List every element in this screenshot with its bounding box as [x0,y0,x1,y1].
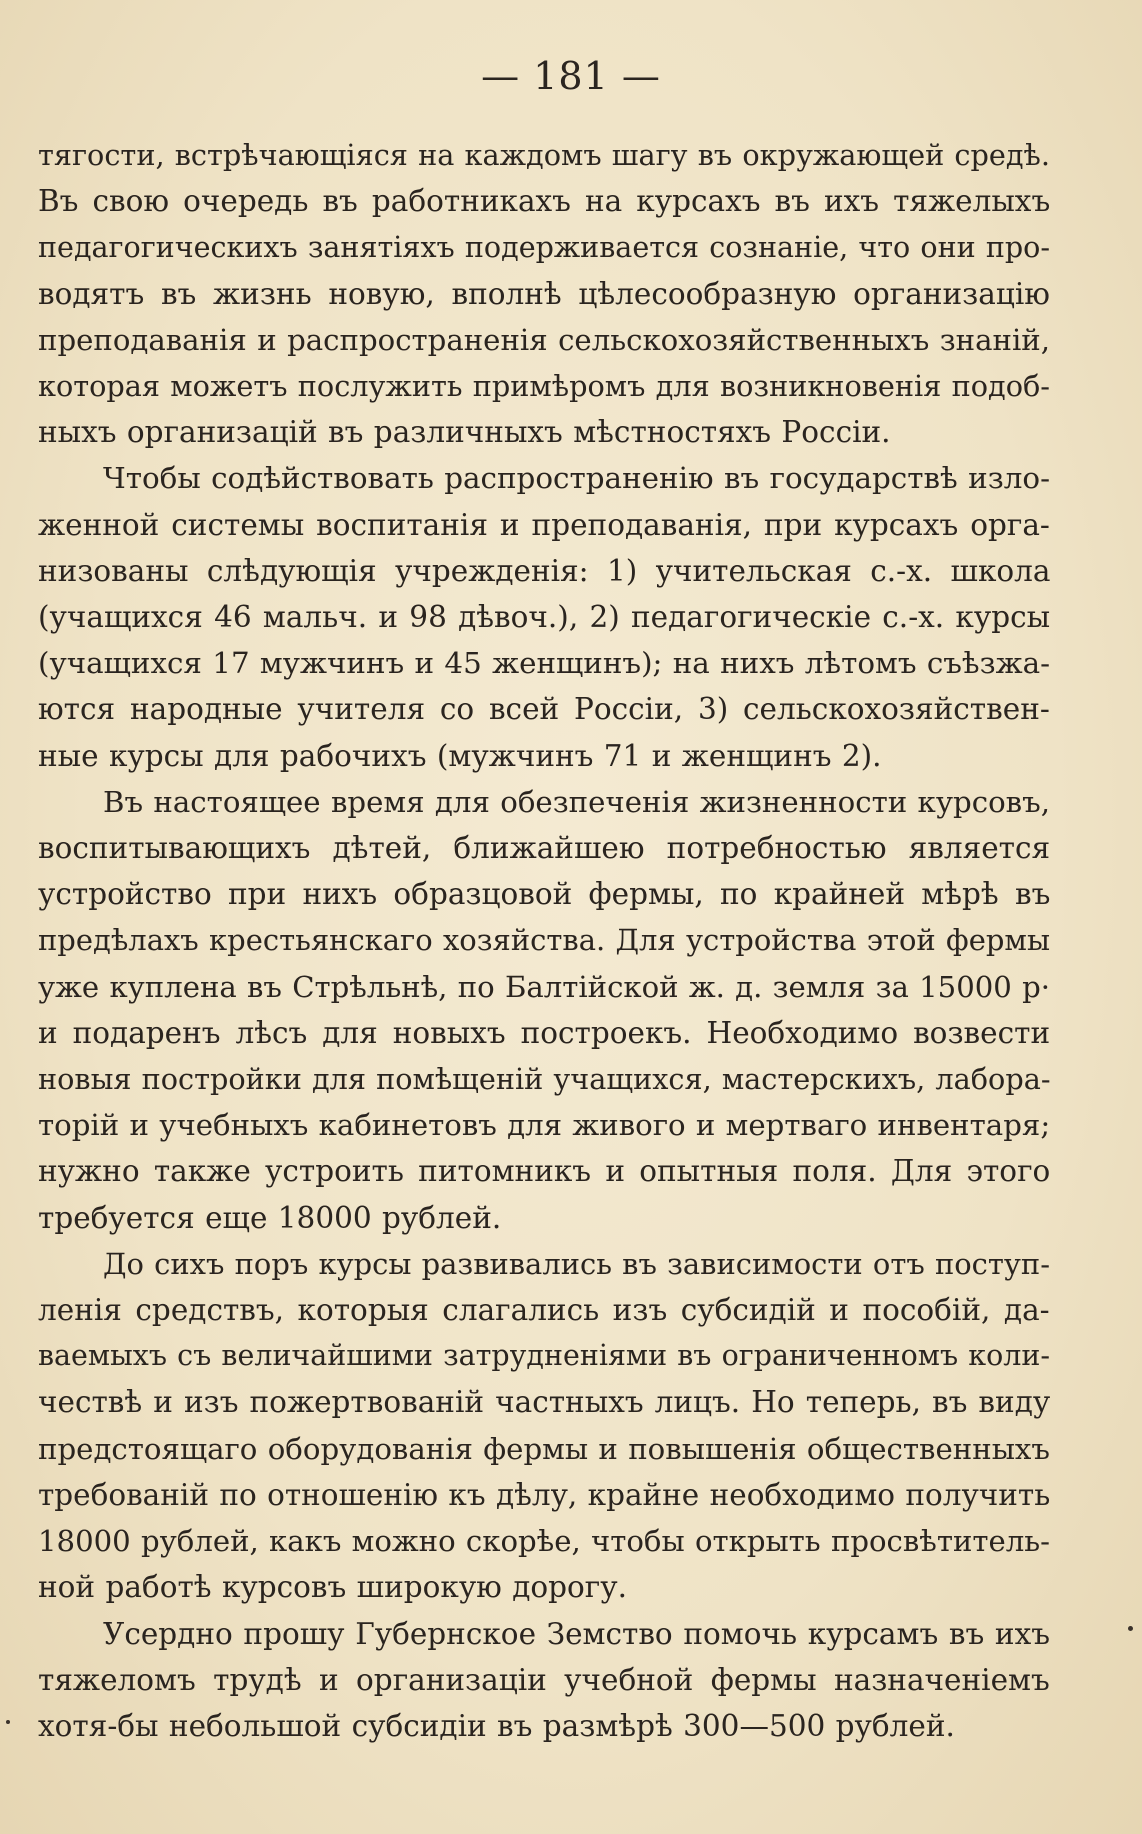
text-line: требуется еще 18000 рублей. [38,1200,502,1235]
paper-speck [1128,1626,1133,1631]
text-line: воспитывающихъ дѣтей, ближайшею потребностью является [38,831,1051,866]
text-line: (учащихся 17 мужчинъ и 45 женщинъ); на нихъ лѣтомъ съѣзжа- [38,646,1051,681]
text-line: устройство при нихъ образцовой фермы, по крайней мѣрѣ въ [38,877,1051,912]
text-line: которая можетъ послужить примѣромъ для возникновенія подоб- [38,369,1050,404]
text-line: чествѣ и изъ пожертвованій частныхъ лицъ. Но теперь, въ виду [38,1385,1051,1420]
text-line: 18000 рублей, какъ можно скорѣе, чтобы открыть просвѣтитель- [38,1524,1050,1559]
paragraph-3 [38,779,1050,1241]
text-line: новыя постройки для помѣщеній учащихся, мастерскихъ, лабора- [38,1062,1051,1097]
text-line: ленія средствъ, которыя слагались изъ субсидій и пособій, да- [38,1293,1050,1328]
text-line: ваемыхъ съ величайшими затрудненіями въ ограниченномъ коли- [38,1339,1050,1373]
text-line: требованій по отношенію къ дѣлу, крайне необходимо получить [38,1477,1051,1512]
text-line: и подаренъ лѣсъ для новыхъ построекъ. Необходимо возвести [38,1015,1051,1050]
text-line: водятъ въ жизнь новую, вполнѣ цѣлесообразную организацію [38,276,1050,311]
text-line: ные курсы для рабочихъ (мужчинъ 71 и женщинъ 2). [38,738,882,773]
body-text [38,132,1050,1749]
text-line: хотя-бы небольшой субсидіи въ размѣрѣ 300—500 рублей. [38,1708,955,1743]
text-line: Усердно прошу Губернское Земство помочь курсамъ въ ихъ [103,1616,1050,1651]
text-line: преподаванія и распространенія сельскохозяйственныхъ знаній, [38,322,1050,357]
text-line: Чтобы содѣйствовать распространенію въ государствѣ изло- [103,461,1050,496]
page-number: — 181 — [481,54,661,98]
text-line: До сихъ поръ курсы развивались въ зависимости отъ поступ- [103,1246,1050,1281]
text-line: ной работѣ курсовъ широкую дорогу. [38,1570,628,1605]
text-line: торій и учебныхъ кабинетовъ для живого и мертваго инвентаря; [38,1108,1051,1143]
text-line: ются народные учителя со всей Россіи, 3) сельскохозяйствен- [38,692,1050,727]
text-line: педагогическихъ занятіяхъ подерживается сознаніе, что они про- [38,230,1050,265]
paragraph-2 [38,455,1050,778]
paper-speck [6,1720,10,1724]
text-line: нужно также устроить питомникъ и опытныя поля. Для этого [38,1154,1051,1189]
text-line: Въ настоящее время для обезпеченія жизненности курсовъ, [103,784,1050,819]
text-line: предѣлахъ крестьянскаго хозяйства. Для устройства этой фермы [38,923,1050,958]
text-line: низованы слѣдующія учрежденія: 1) учительская с.-х. школа [38,553,1051,588]
text-line: ныхъ организацій въ различныхъ мѣстностяхъ Россіи. [38,415,891,450]
paragraph-5 [38,1611,1050,1750]
text-line: тягости, встрѣчающіяся на каждомъ шагу въ окружающей средѣ. [38,138,1050,172]
text-line: женной системы воспитанія и преподаванія, при курсахъ орга- [38,507,1050,542]
text-line: (учащихся 46 мальч. и 98 дѣвоч.), 2) педагогическіе с.-х. курсы [38,600,1051,635]
text-line: Въ свою очередь въ работникахъ на курсахъ въ ихъ тяжелыхъ [38,184,1051,219]
paragraph-1 [38,132,1050,455]
text-line: предстоящаго оборудованія фермы и повышенія общественныхъ [38,1431,1050,1466]
text-line: тяжеломъ трудѣ и организаціи учебной фермы назначеніемъ [38,1662,1050,1697]
paragraph-4 [38,1241,1050,1611]
text-line: уже куплена въ Стрѣльнѣ, по Балтійской ж. д. земля за 15000 р· [38,969,1050,1004]
